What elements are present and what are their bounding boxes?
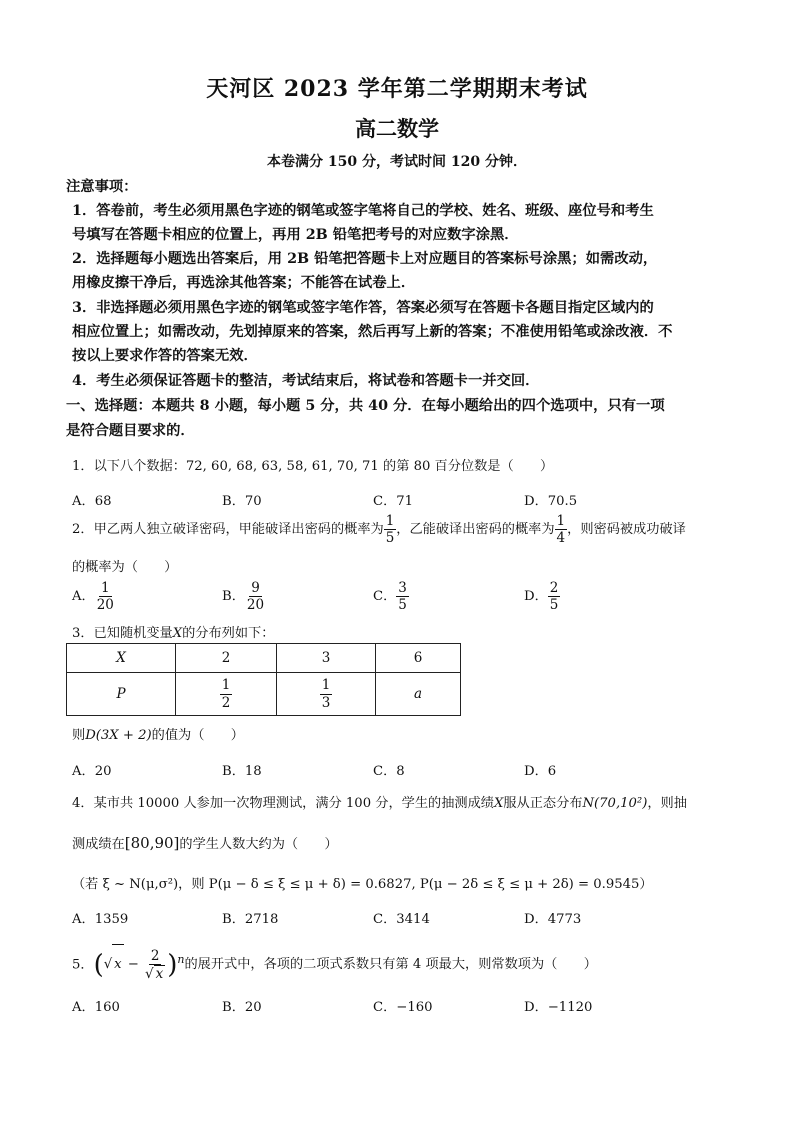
exam-title: 天河区 2023 学年第二学期期末考试 — [206, 76, 588, 102]
section-heading: 是符合题目要求的． — [66, 423, 195, 439]
q4-text: 的学生人数大约为（ ） — [179, 837, 338, 852]
q2-prob-a — [384, 513, 397, 546]
table-cell: a — [376, 673, 461, 716]
table-row — [67, 644, 461, 673]
q2-text: 2．甲乙两人独立破译密码，甲能破译出密码的概率为 — [72, 522, 384, 537]
notice-line: 3．非选择题必须用黑色字迹的钢笔或签字笔作答，答案必须写在答题卡各题目指定区域内的 — [72, 300, 654, 316]
q2-option-a — [72, 580, 116, 613]
question-3-ask — [72, 724, 244, 743]
question-4-hint: （若 ξ ~ N(μ,σ²)，则 P(μ − δ ≤ ξ ≤ μ + δ) = 0.6827, P(μ − 2δ ≤ ξ ≤ μ + 2δ) = 0.9545） — [72, 877, 653, 892]
notice-line: 1．答卷前，考生必须用黑色字迹的钢笔或签字笔将自己的学校、姓名、班级、座位号和考生 — [72, 203, 654, 219]
frac-den: √ x — [145, 965, 164, 982]
question-2-stem-line2: 的概率为（ ） — [72, 560, 178, 575]
q3-variable: X — [172, 626, 183, 641]
option-fraction — [95, 580, 116, 613]
option-fraction — [396, 580, 409, 613]
q3-text: 则 — [72, 728, 86, 743]
frac-den: 2 — [221, 694, 231, 711]
table-cell: 2 — [176, 644, 277, 673]
q4-option-d: D．4773 — [524, 912, 582, 927]
q2-option-d — [524, 580, 560, 613]
minus-sign: − — [123, 956, 144, 972]
q1-option-b: B．70 — [222, 494, 262, 509]
option-label: D． — [524, 589, 548, 605]
option-label: B． — [222, 589, 245, 605]
frac-num: 3 — [398, 580, 407, 596]
frac-den: 5 — [398, 597, 407, 614]
question-4-stem — [72, 792, 687, 811]
q4-option-a: A．1359 — [72, 912, 129, 927]
q3-text: 3．已知随机变量 — [72, 626, 173, 641]
option-fraction — [245, 580, 266, 613]
distribution-table — [66, 643, 461, 716]
exponent: n — [177, 953, 185, 966]
section-heading: 一、选择题：本题共 8 小题，每小题 5 分，共 40 分．在每小题给出的四个选项中，只有一项 — [66, 398, 665, 414]
frac-num: 1 — [321, 677, 331, 694]
frac-num: 2 — [549, 580, 559, 596]
sqrt-x: x — [112, 944, 123, 985]
q3-text: 的值为（ ） — [151, 728, 244, 743]
notice-line: 4．考生必须保证答题卡的整洁，考试结束后，将试卷和答题卡一并交回． — [72, 373, 540, 389]
q4-text: ，则抽 — [647, 796, 687, 811]
q5-fraction — [143, 948, 167, 982]
q5-option-c: C．−160 — [373, 1000, 433, 1015]
q4-text: 服从正态分布 — [503, 796, 583, 811]
frac-num: 9 — [251, 580, 260, 596]
cell-fraction — [320, 677, 333, 710]
q3-option-b: B．18 — [222, 764, 262, 779]
exam-subject: 高二数学 — [355, 116, 439, 141]
q1-option-c: C．71 — [373, 494, 414, 509]
q4-variable: X — [493, 796, 504, 811]
q4-text: 4．某市共 10000 人参加一次物理测试，满分 100 分，学生的抽测成绩 — [72, 796, 494, 811]
q4-option-c: C．3414 — [373, 912, 430, 927]
q3-text: 的分布列如下： — [182, 626, 275, 641]
frac-den: 20 — [96, 597, 114, 614]
q3-expression: D(3X + 2) — [85, 728, 152, 743]
question-5-stem — [72, 940, 597, 985]
question-3-stem — [72, 622, 274, 641]
exam-info: 本卷满分 150 分，考试时间 120 分钟． — [267, 154, 527, 170]
frac-num: 1 — [101, 580, 110, 596]
q1-option-d: D．70.5 — [524, 494, 578, 509]
q5-number: 5． — [72, 957, 94, 973]
notice-line: 2．选择题每小题选出答案后，用 2B 铅笔把答题卡上对应题目的答案标号涂黑；如需改动， — [72, 251, 658, 267]
q3-option-d: D．6 — [524, 764, 557, 779]
q5-option-b: B．20 — [222, 1000, 262, 1015]
q2-option-b — [222, 580, 266, 613]
table-cell: 6 — [376, 644, 461, 673]
option-label: C． — [373, 589, 397, 605]
q3-option-a: A．20 — [72, 764, 112, 779]
frac-num: 2 — [150, 947, 160, 964]
table-cell — [277, 673, 376, 716]
paren-left: ( — [93, 949, 104, 980]
table-cell: P — [67, 673, 176, 716]
sqrt-symbol: √ — [103, 956, 113, 972]
table-cell: 3 — [277, 644, 376, 673]
q2-option-c — [373, 580, 409, 613]
option-fraction — [548, 580, 561, 613]
frac-num: 1 — [221, 677, 231, 694]
q4-text: 测成绩在 — [72, 837, 125, 852]
frac-num: 1 — [556, 512, 566, 529]
notice-line: 号填写在答题卡相应的位置上，再用 2B 铅笔把考号的对应数字涂黑． — [72, 227, 519, 243]
q5-text: 的展开式中，各项的二项式系数只有第 4 项最大，则常数项为（ ） — [184, 956, 597, 972]
frac-den: 4 — [556, 530, 566, 546]
q2-text: ，乙能破译出密码的概率为 — [396, 522, 555, 537]
option-label: A． — [72, 589, 95, 605]
q2-prob-b — [555, 513, 568, 546]
q4-distribution: N(70,10²) — [582, 796, 648, 811]
notice-line: 用橡皮擦干净后，再选涂其他答案；不能答在试卷上． — [72, 275, 416, 291]
paren-right: ) — [167, 949, 178, 980]
frac-num: 1 — [385, 512, 395, 529]
question-1-stem: 1．以下八个数据：72, 60, 68, 63, 58, 61, 70, 71 的第 80 百分位数是（ ） — [72, 459, 554, 474]
question-4-line2 — [72, 833, 338, 852]
sqrt-x: x — [155, 965, 164, 982]
q3-option-c: C．8 — [373, 764, 405, 779]
cell-fraction — [220, 677, 233, 710]
frac-den: 5 — [385, 530, 395, 546]
frac-den: 5 — [549, 597, 559, 614]
q2-text: ，则密码被成功破译 — [567, 522, 686, 537]
question-2-stem — [72, 512, 686, 548]
q4-interval: [80,90] — [124, 834, 180, 852]
notice-line: 相应位置上；如需改动，先划掉原来的答案，然后再写上新的答案；不准使用铅笔或涂改液．不 — [72, 324, 673, 340]
q1-option-a: A．68 — [72, 494, 112, 509]
q5-option-a: A．160 — [72, 1000, 120, 1015]
table-cell — [176, 673, 277, 716]
frac-den: 3 — [321, 694, 331, 711]
notice-line: 按以上要求作答的答案无效． — [72, 348, 258, 364]
q5-option-d: D．−1120 — [524, 1000, 593, 1015]
q4-option-b: B．2718 — [222, 912, 279, 927]
table-row — [67, 673, 461, 716]
frac-den: 20 — [246, 597, 265, 614]
table-cell: X — [67, 644, 176, 673]
notice-heading: 注意事项： — [66, 179, 138, 195]
